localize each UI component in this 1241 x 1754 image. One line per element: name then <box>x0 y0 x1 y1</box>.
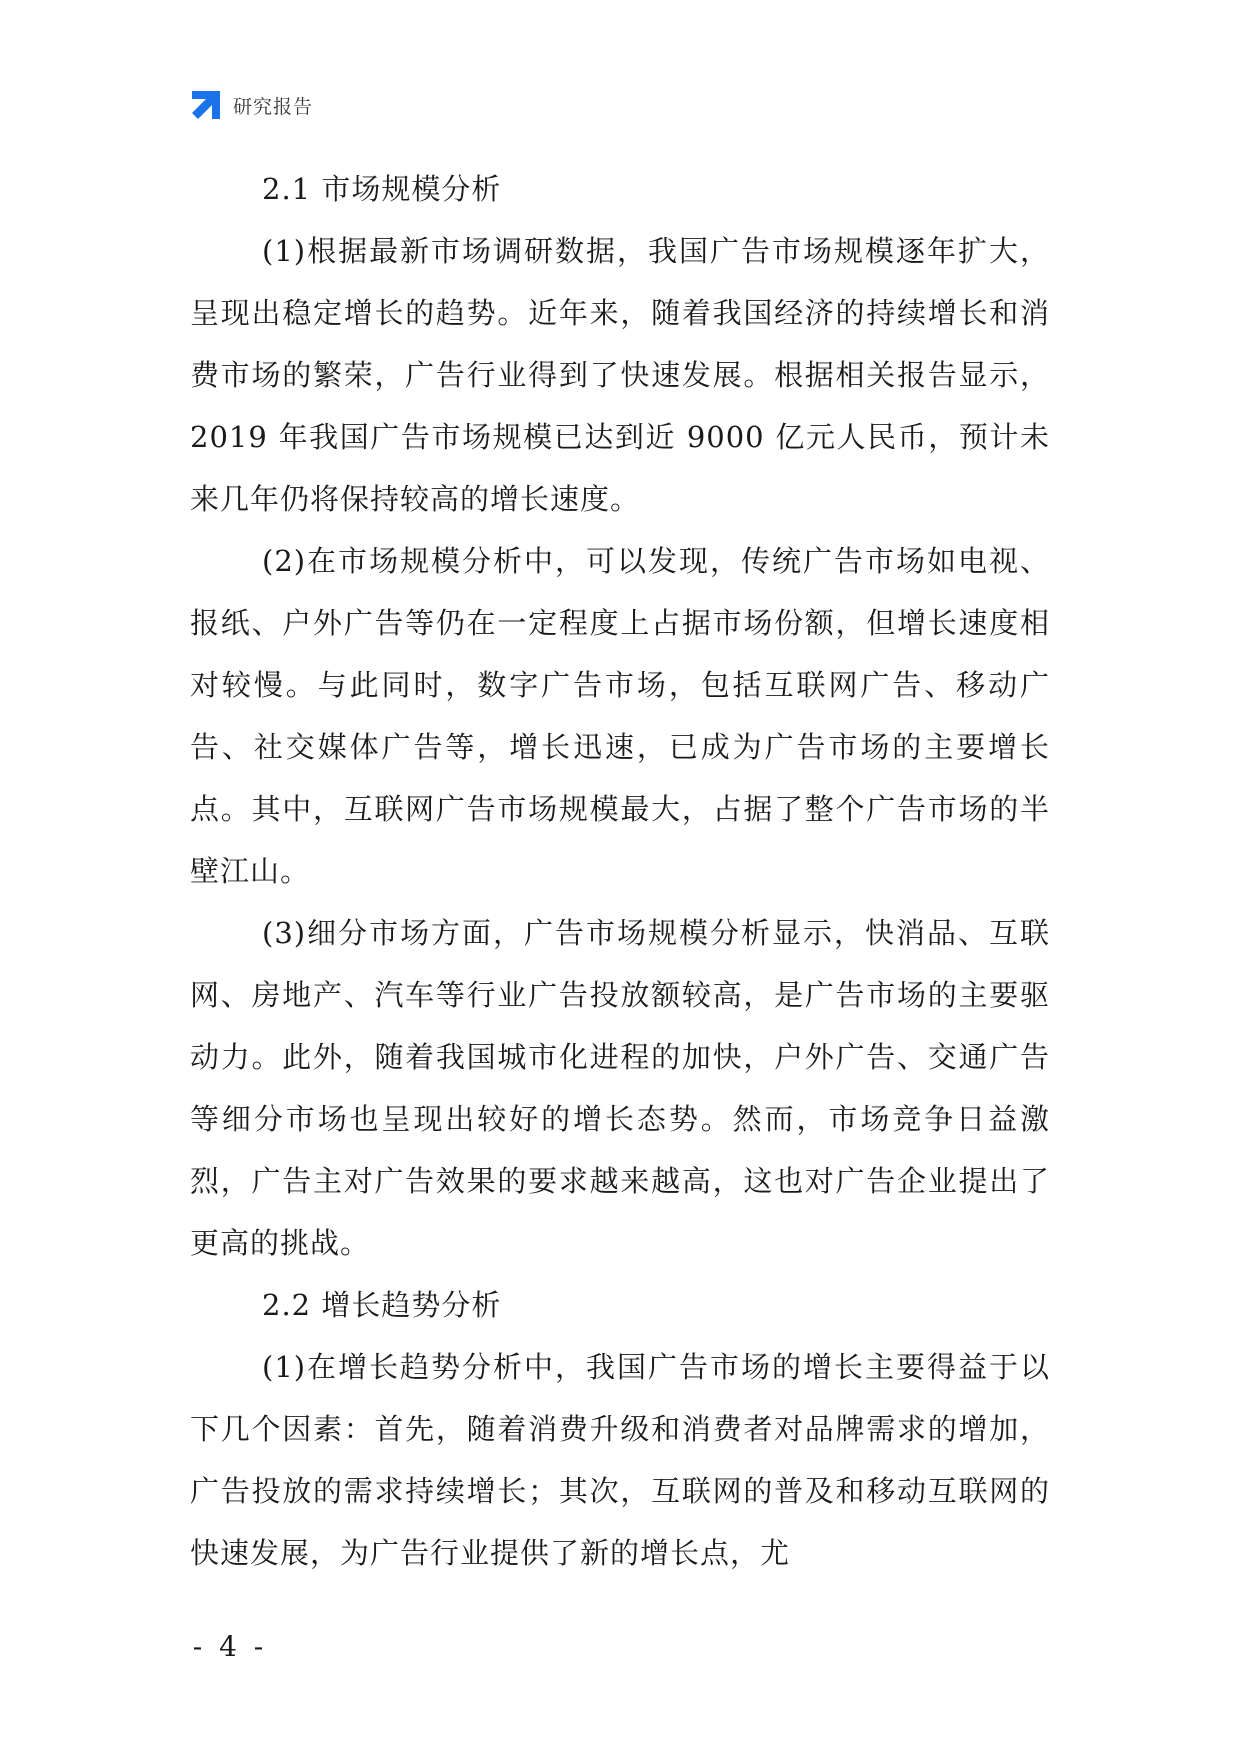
page-number: - 4 - <box>192 1630 268 1663</box>
section-heading: 2.2 增长趋势分析 <box>262 1288 502 1322</box>
paragraph: (1)在增长趋势分析中，我国广告市场的增长主要得益于以下几个因素：首先，随着消费升级和消费者对品牌需求的增加，广告投放的需求持续增长；其次，互联网的普及和移动互联网的快速发展，为广告行业提供了新的增长点，尤 <box>190 1350 1050 1570</box>
paragraph: (3)细分市场方面，广告市场规模分析显示，快消品、互联网、房地产、汽车等行业广告投放额较高，是广告市场的主要驱动力。此外，随着我国城市化进程的加快，户外广告、交通广告等细分市场也呈现出较好的增长态势。然而，市场竞争日益激烈，广告主对广告效果的要求越来越高，这也对广告企业提出了更高的挑战。 <box>190 916 1050 1260</box>
page-header <box>189 88 313 122</box>
arrow-up-right-icon <box>189 88 223 122</box>
report-label: 研究报告 <box>233 95 314 118</box>
paragraph: (1)根据最新市场调研数据，我国广告市场规模逐年扩大，呈现出稳定增长的趋势。近年来，随着我国经济的持续增长和消费市场的繁荣，广告行业得到了快速发展。根据相关报告显示，2019 年我国广告市场规模已达到近 9000 亿元人民币，预计未来几年仍将保持较高的增长速度。 <box>190 234 1050 516</box>
section-heading: 2.1 市场规模分析 <box>262 172 502 206</box>
paragraph: (2)在市场规模分析中，可以发现，传统广告市场如电视、报纸、户外广告等仍在一定程度上占据市场份额，但增长速度相对较慢。与此同时，数字广告市场，包括互联网广告、移动广告、社交媒体广告等，增长迅速，已成为广告市场的主要增长点。其中，互联网广告市场规模最大，占据了整个广告市场的半壁江山。 <box>190 544 1050 888</box>
document-body <box>190 158 1050 1584</box>
